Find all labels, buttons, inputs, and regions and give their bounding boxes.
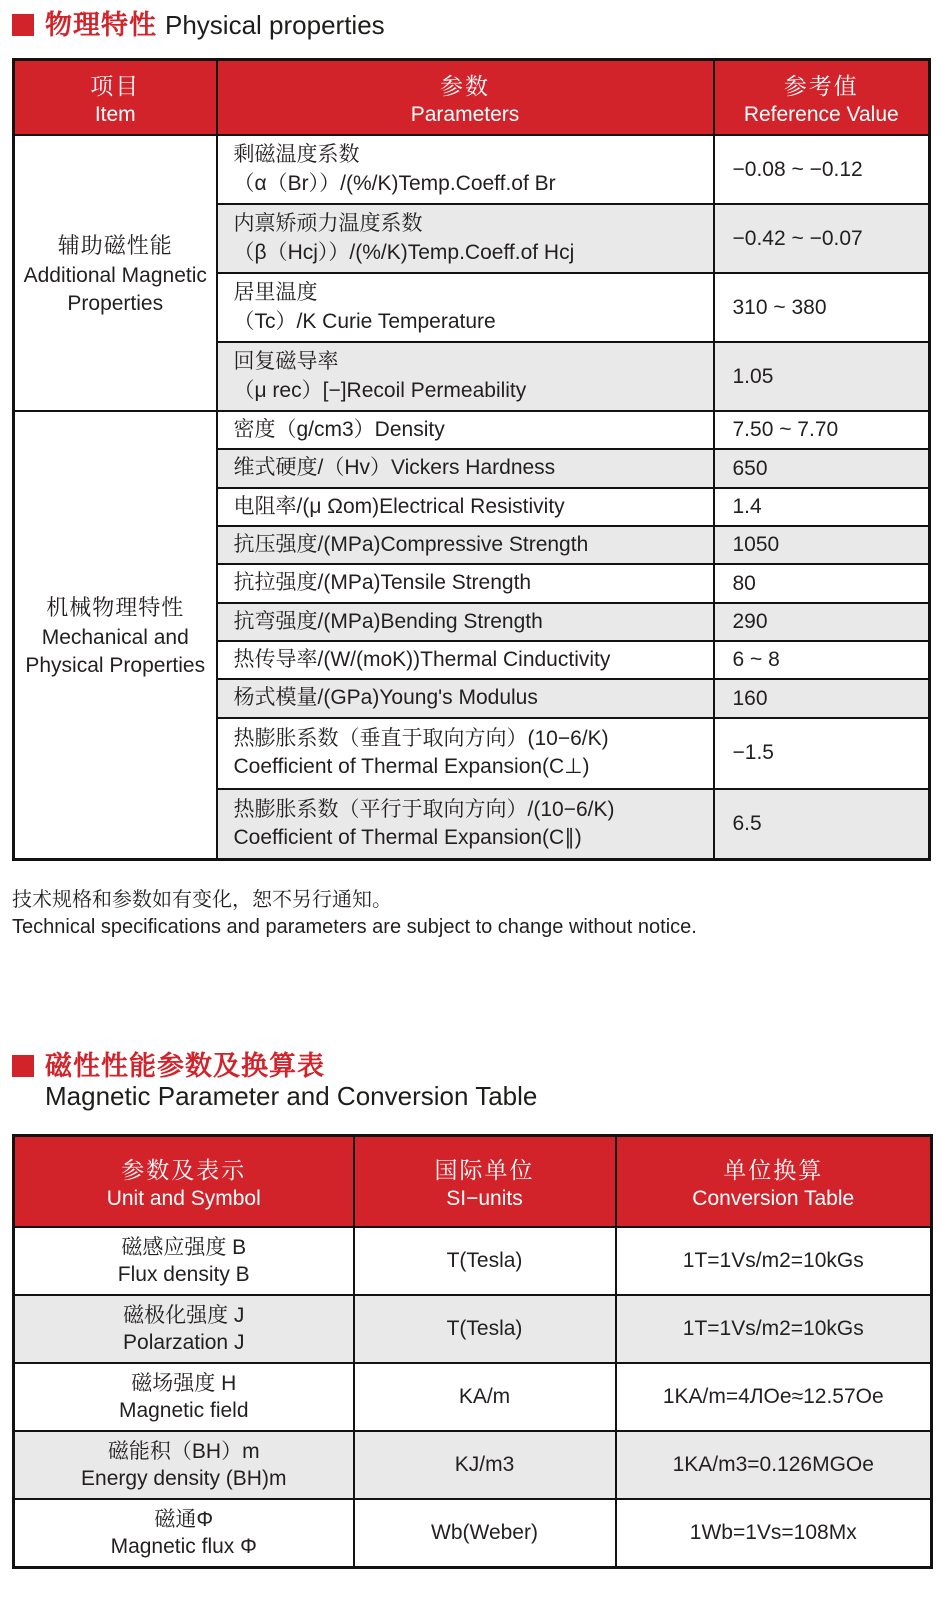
red-square-bullet-icon — [12, 1055, 34, 1077]
conversion-table — [12, 1134, 933, 1569]
param-line2: （μ rec）[−]Recoil Permeability — [233, 378, 527, 402]
unit-en: Magnetic field — [118, 1399, 249, 1423]
param-line2: （Tc）/K Curie Temperature — [233, 309, 496, 333]
value-density: 7.50 ~ 7.70 — [714, 411, 930, 449]
value-curie-temperature: 310 ~ 380 — [714, 273, 930, 342]
param-cte-perpendicular — [217, 718, 714, 789]
param-vickers-hardness: 维式硬度/（Hv）Vickers Hardness — [217, 449, 714, 487]
param-line1: 热膨胀系数（平行于取向方向）/(10−6/K) — [233, 797, 615, 821]
value-compressive-strength: 1050 — [714, 526, 930, 564]
section1-title — [12, 10, 940, 41]
header-item — [14, 60, 217, 136]
conversion-value: 1KA/m=4ЛOe≈12.57Oe — [616, 1363, 932, 1431]
value-cte-parallel: 6.5 — [714, 789, 930, 860]
header-unit-symbol — [14, 1136, 354, 1228]
item-group-mechanical-physical — [14, 411, 217, 860]
param-temp-coeff-hcj — [217, 204, 714, 273]
item-group-en: Additional Magnetic Properties — [23, 263, 207, 315]
unit-magnetic-field — [14, 1363, 354, 1431]
section1-title-en: Physical properties — [165, 10, 385, 40]
header-unit-symbol-zh: 参数及表示 — [121, 1157, 247, 1184]
section2-title — [12, 1051, 940, 1112]
header-conversion — [616, 1136, 932, 1228]
table-row — [14, 411, 930, 449]
param-line1: 热膨胀系数（垂直于取向方向）(10−6/K) — [233, 726, 609, 750]
value-recoil-permeability: 1.05 — [714, 342, 930, 411]
param-curie-temperature — [217, 273, 714, 342]
physical-properties-table — [12, 58, 931, 861]
item-group-zh: 辅助磁性能 — [57, 232, 173, 258]
value-bending-strength: 290 — [714, 603, 930, 641]
unit-zh: 磁感应强度 B — [121, 1235, 247, 1259]
header-si-units-en: SI−units — [446, 1187, 523, 1211]
si-unit: Wb(Weber) — [354, 1499, 616, 1568]
value-temp-coeff-br: −0.08 ~ −0.12 — [714, 135, 930, 204]
si-unit: T(Tesla) — [354, 1295, 616, 1363]
table-header-row — [14, 1136, 932, 1228]
value-youngs-modulus: 160 — [714, 679, 930, 717]
value-thermal-conductivity: 6 ~ 8 — [714, 641, 930, 679]
value-vickers-hardness: 650 — [714, 449, 930, 487]
param-cte-parallel — [217, 789, 714, 860]
si-unit: KJ/m3 — [354, 1431, 616, 1499]
table-row — [14, 1431, 932, 1499]
param-line1: 回复磁导率 — [233, 350, 339, 374]
disclaimer-note-en: Technical specifications and parameters are subject to change without notice. — [12, 916, 697, 939]
param-line2: （β（Hcj））/(%/K)Temp.Coeff.of Hcj — [233, 240, 575, 264]
item-group-zh: 机械物理特性 — [46, 594, 185, 620]
header-parameters — [217, 60, 714, 136]
unit-zh: 磁能积（BH）m — [107, 1439, 260, 1463]
item-group-additional-magnetic — [14, 135, 217, 411]
param-bending-strength: 抗弯强度/(MPa)Bending Strength — [217, 603, 714, 641]
unit-magnetic-flux — [14, 1499, 354, 1568]
value-temp-coeff-hcj: −0.42 ~ −0.07 — [714, 204, 930, 273]
unit-en: Polarzation J — [123, 1331, 245, 1355]
header-reference-en: Reference Value — [743, 103, 899, 127]
table-row — [14, 1295, 932, 1363]
table-row — [14, 1363, 932, 1431]
disclaimer-note-zh: 技术规格和参数如有变化，恕不另行通知。 — [12, 889, 392, 912]
disclaimer-note — [12, 887, 940, 941]
param-line1: 剩磁温度系数 — [233, 143, 360, 167]
param-thermal-conductivity: 热传导率/(W/(moK))Thermal Cinductivity — [217, 641, 714, 679]
header-parameters-en: Parameters — [410, 103, 520, 127]
param-temp-coeff-br — [217, 135, 714, 204]
unit-energy-density — [14, 1431, 354, 1499]
param-density: 密度（g/cm3）Density — [217, 411, 714, 449]
si-unit: KA/m — [354, 1363, 616, 1431]
conversion-value: 1T=1Vs/m2=10kGs — [616, 1227, 932, 1295]
param-line2: （α（Br））/(%/K)Temp.Coeff.of Br — [233, 171, 556, 195]
si-unit: T(Tesla) — [354, 1227, 616, 1295]
param-line1: 居里温度 — [233, 281, 318, 305]
unit-en: Flux density B — [117, 1263, 250, 1287]
section2-title-zh: 磁性性能参数及换算表 — [45, 1051, 325, 1082]
param-tensile-strength: 抗拉强度/(MPa)Tensile Strength — [217, 564, 714, 602]
section2-title-en: Magnetic Parameter and Conversion Table — [45, 1081, 538, 1112]
value-tensile-strength: 80 — [714, 564, 930, 602]
header-parameters-zh: 参数 — [440, 73, 490, 100]
item-group-en: Mechanical and Physical Properties — [25, 625, 206, 677]
unit-flux-density — [14, 1227, 354, 1295]
param-youngs-modulus: 杨式模量/(GPa)Young's Modulus — [217, 679, 714, 717]
header-conversion-zh: 单位换算 — [723, 1157, 824, 1184]
table-header-row — [14, 60, 930, 136]
table-row — [14, 135, 930, 204]
table-row — [14, 1499, 932, 1568]
conversion-value: 1Wb=1Vs=108Mx — [616, 1499, 932, 1568]
header-unit-symbol-en: Unit and Symbol — [106, 1187, 261, 1211]
param-line1: 内禀矫顽力温度系数 — [233, 212, 423, 236]
unit-en: Magnetic flux Φ — [110, 1535, 257, 1559]
param-electrical-resistivity: 电阻率/(μ Ωom)Electrical Resistivity — [217, 488, 714, 526]
header-item-en: Item — [94, 103, 136, 127]
value-cte-perpendicular: −1.5 — [714, 718, 930, 789]
header-si-units-zh: 国际单位 — [434, 1157, 535, 1184]
header-item-zh: 项目 — [90, 73, 141, 100]
conversion-value: 1KA/m3=0.126MGOe — [616, 1431, 932, 1499]
unit-zh: 磁场强度 H — [131, 1371, 237, 1395]
value-electrical-resistivity: 1.4 — [714, 488, 930, 526]
unit-zh: 磁极化强度 J — [123, 1303, 245, 1327]
section1-title-text — [45, 10, 385, 41]
conversion-value: 1T=1Vs/m2=10kGs — [616, 1295, 932, 1363]
param-recoil-permeability — [217, 342, 714, 411]
table-row — [14, 1227, 932, 1295]
red-square-bullet-icon — [12, 14, 34, 36]
section2-title-text — [45, 1051, 537, 1112]
header-si-units — [354, 1136, 616, 1228]
param-line2: Coefficient of Thermal Expansion(C⊥) — [233, 755, 590, 779]
unit-zh: 磁通Φ — [154, 1507, 214, 1531]
param-compressive-strength: 抗压强度/(MPa)Compressive Strength — [217, 526, 714, 564]
header-reference-zh: 参考值 — [783, 73, 859, 100]
param-line2: Coefficient of Thermal Expansion(C∥) — [233, 826, 582, 850]
header-reference — [714, 60, 930, 136]
unit-polarization — [14, 1295, 354, 1363]
header-conversion-en: Conversion Table — [692, 1187, 855, 1211]
section1-title-zh: 物理特性 — [45, 10, 157, 40]
unit-en: Energy density (BH)m — [81, 1467, 287, 1491]
